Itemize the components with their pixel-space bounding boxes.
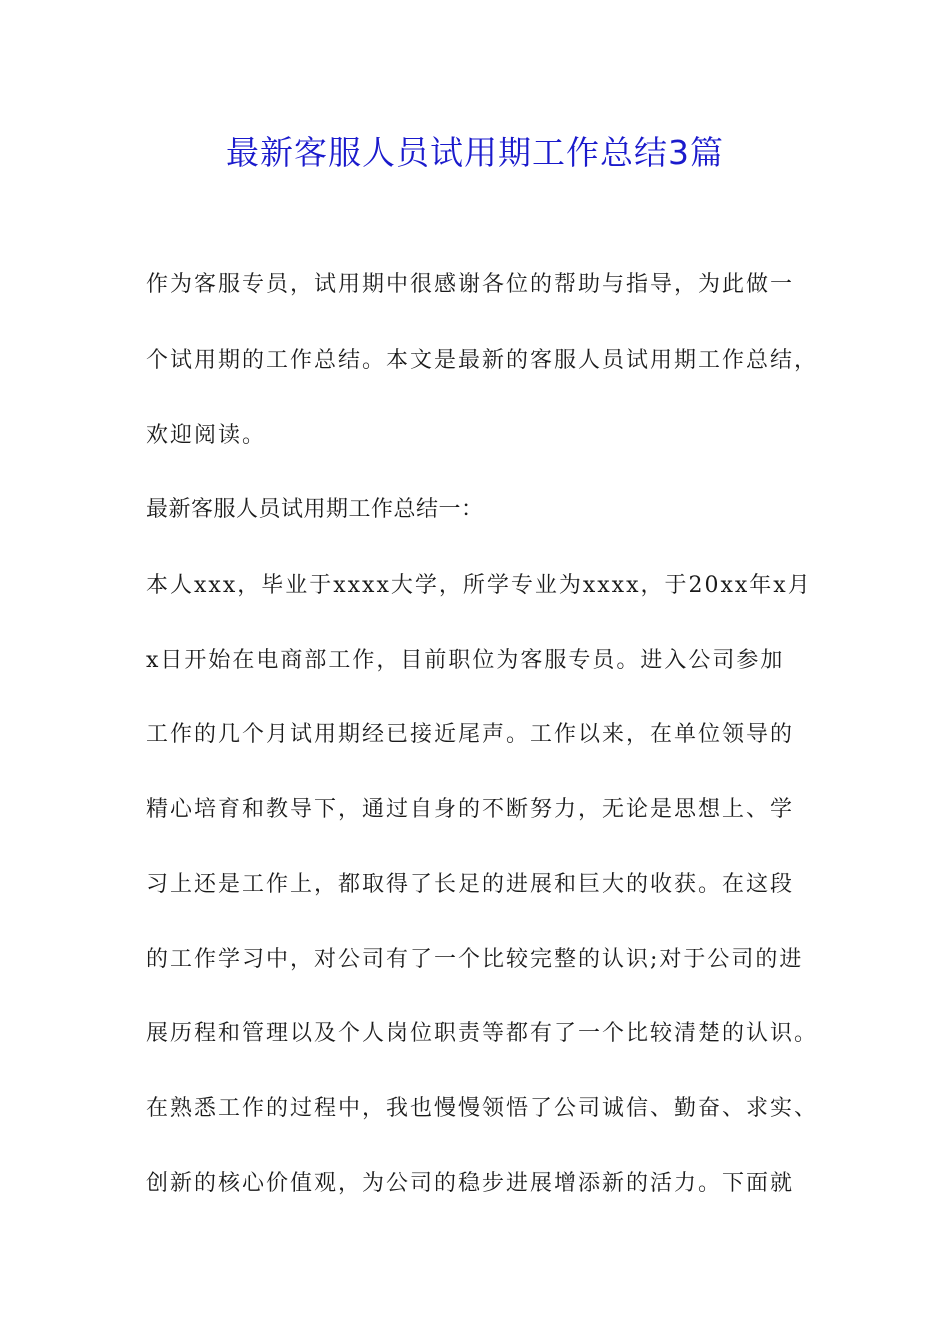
- paragraph-line-8: 精心培育和教导下，通过自身的不断努力，无论是思想上、学: [146, 797, 795, 822]
- paragraph-line-2: 个试用期的工作总结。本文是最新的客服人员试用期工作总结，: [146, 348, 819, 373]
- paragraph-line-3: 欢迎阅读。: [146, 423, 267, 448]
- paragraph-line-1: 作为客服专员，试用期中很感谢各位的帮助与指导，为此做一: [146, 272, 795, 297]
- paragraph-line-7: 工作的几个月试用期经已接近尾声。工作以来，在单位领导的: [146, 722, 795, 747]
- paragraph-line-11: 展历程和管理以及个人岗位职责等都有了一个比较清楚的认识。: [146, 1021, 819, 1046]
- paragraph-line-6: x日开始在电商部工作，目前职位为客服专员。进入公司参加: [146, 648, 785, 673]
- paragraph-line-9: 习上还是工作上，都取得了长足的进展和巨大的收获。在这段: [146, 872, 795, 897]
- document-title: 最新客服人员试用期工作总结3篇: [226, 133, 724, 172]
- paragraph-line-10: 的工作学习中，对公司有了一个比较完整的认识;对于公司的进: [146, 947, 804, 972]
- paragraph-line-12: 在熟悉工作的过程中，我也慢慢领悟了公司诚信、勤奋、求实、: [146, 1096, 819, 1121]
- paragraph-line-13: 创新的核心价值观，为公司的稳步进展增添新的活力。下面就: [146, 1171, 795, 1196]
- section-heading-1: 最新客服人员试用期工作总结一：: [146, 497, 484, 522]
- paragraph-line-5: 本人xxx，毕业于xxxx大学，所学专业为xxxx，于20xx年x月: [146, 573, 812, 598]
